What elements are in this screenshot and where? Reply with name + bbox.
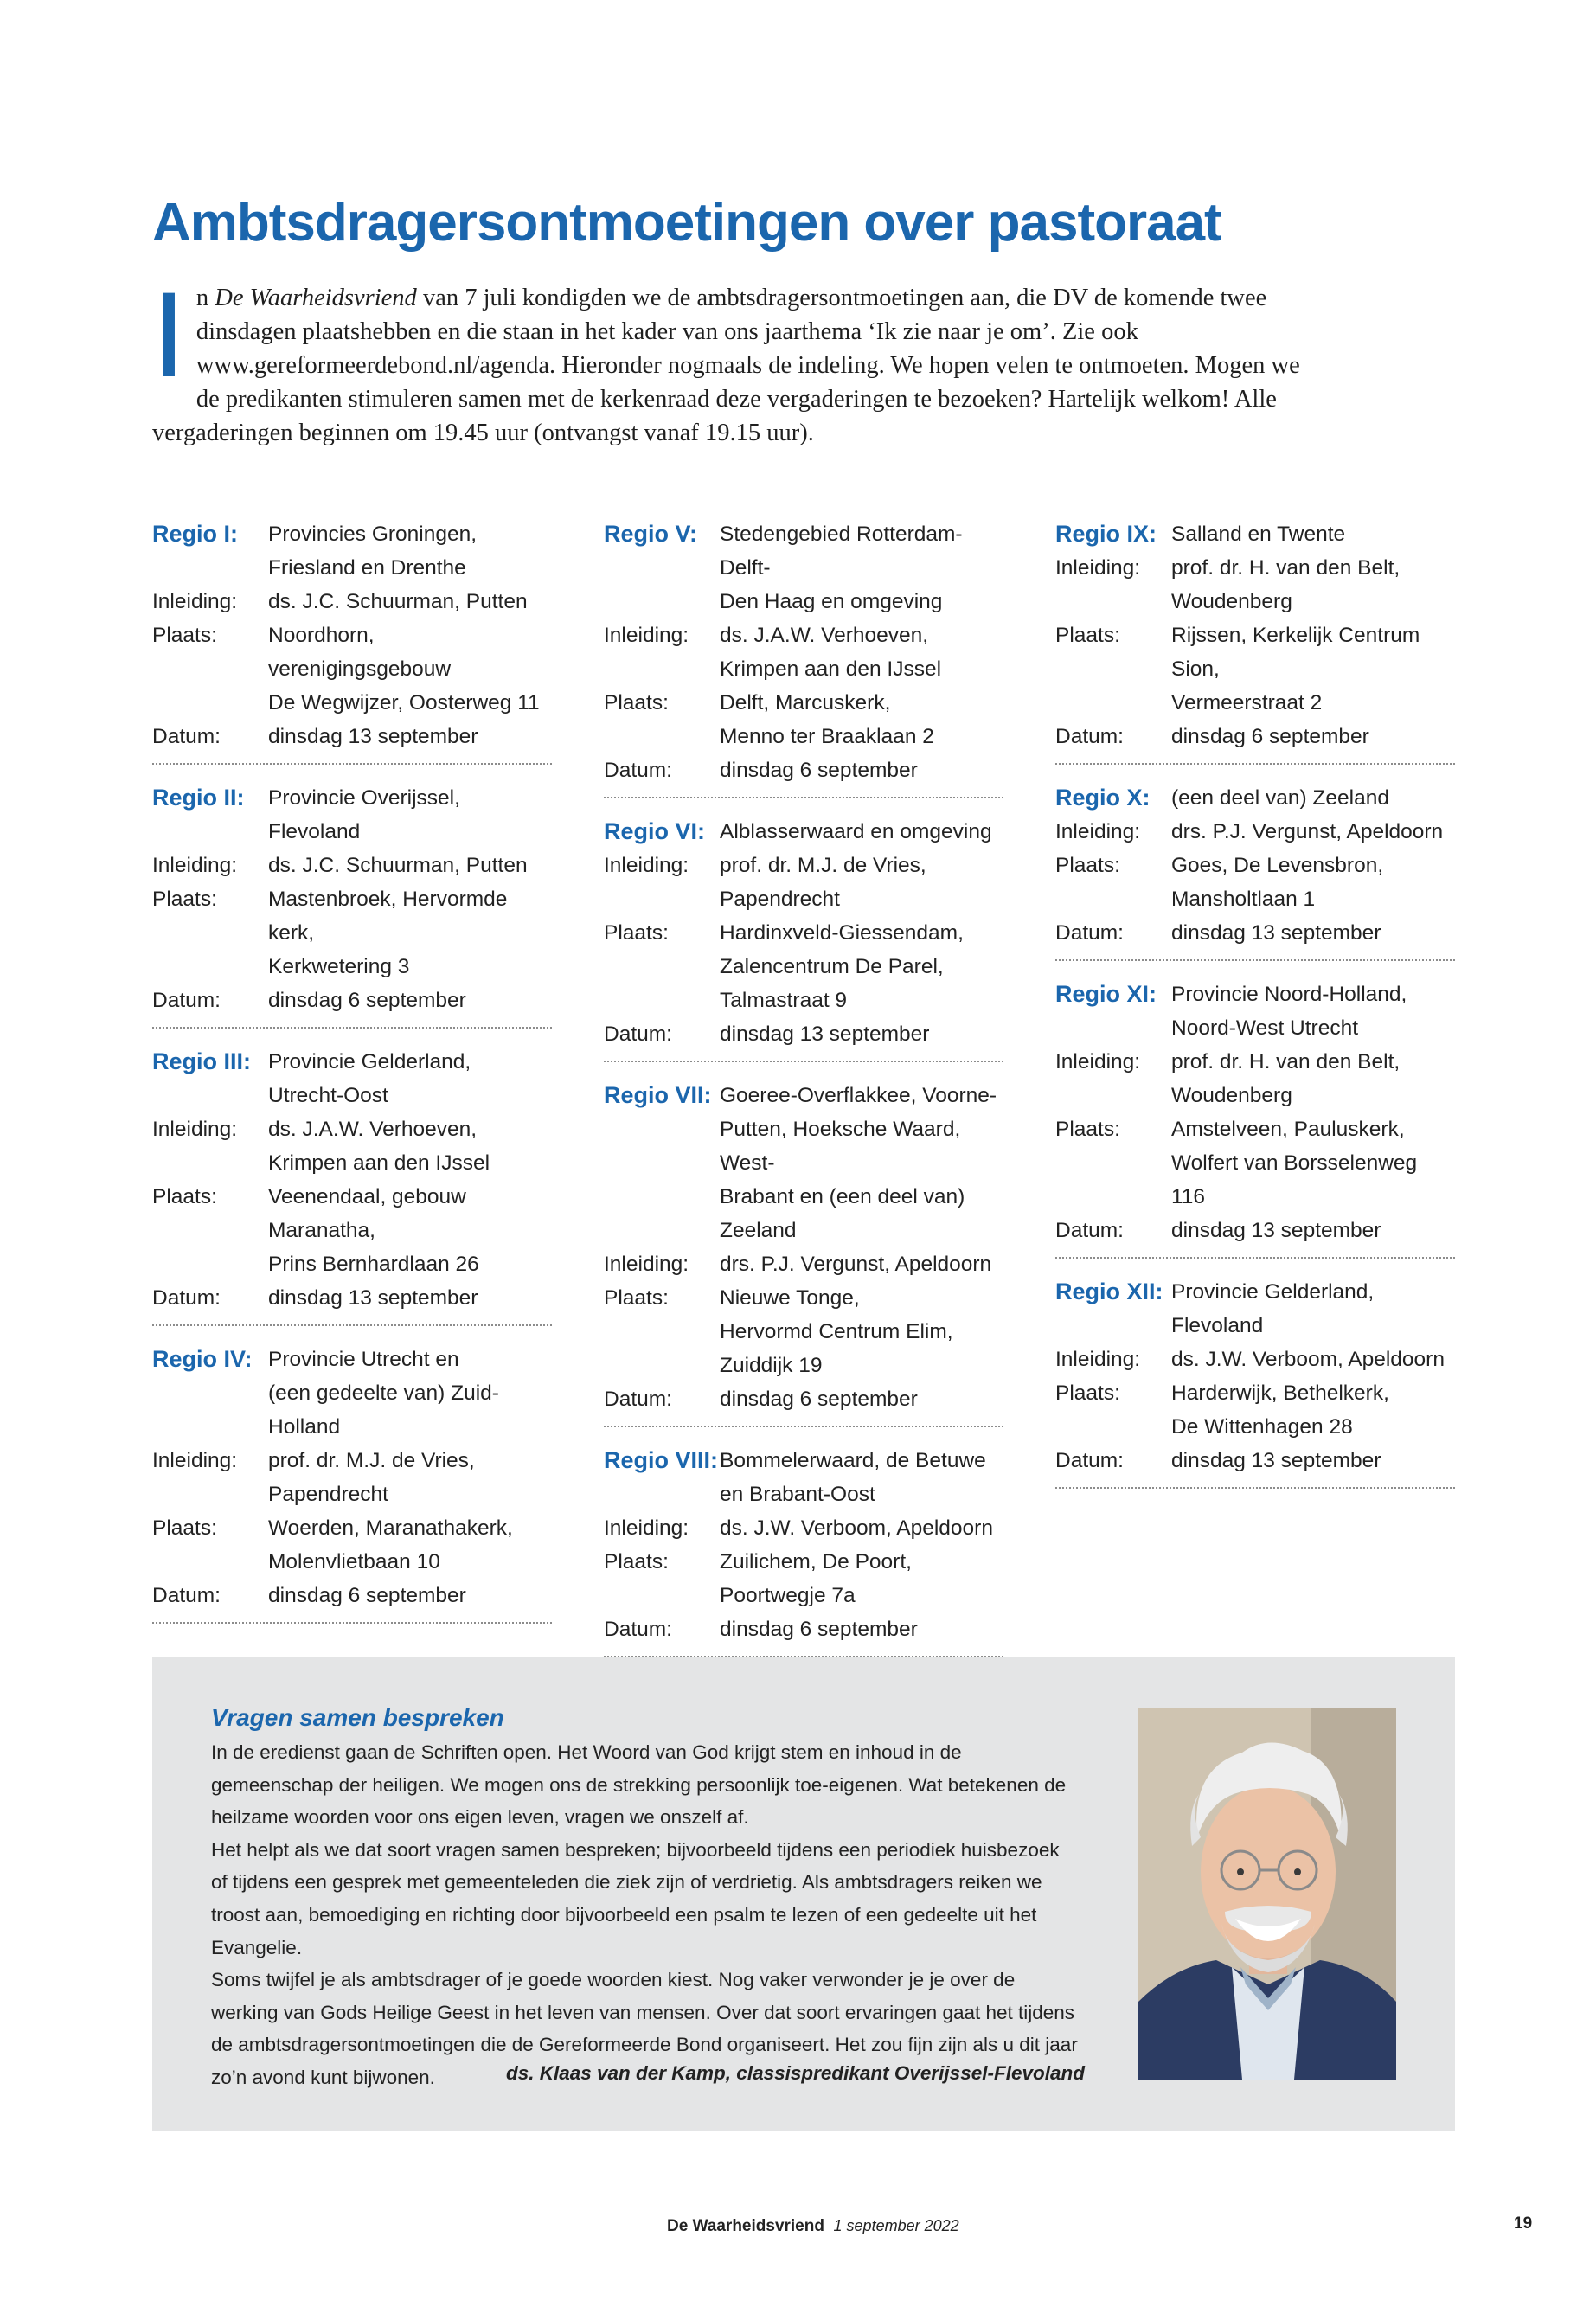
region-name: Regio XI: bbox=[1055, 981, 1157, 1007]
region-name: Regio V: bbox=[604, 521, 698, 547]
schedule-column-3 bbox=[1055, 517, 1455, 1505]
datum-label: Datum: bbox=[152, 1286, 221, 1310]
plaats-value: Delft, Marcuskerk, Menno ter Braaklaan 2 bbox=[720, 691, 934, 748]
plaats-value: Goes, De Levensbron, Mansholtlaan 1 bbox=[1171, 854, 1384, 911]
plaats-value: Nieuwe Tonge, Hervormd Centrum Elim, Zuiddijk 19 bbox=[720, 1286, 953, 1377]
quote-box bbox=[152, 1657, 1455, 2131]
region-area: Provincie Gelderland, Utrecht-Oost bbox=[268, 1050, 471, 1107]
plaats-label: Plaats: bbox=[1055, 1381, 1120, 1405]
footer bbox=[667, 2214, 959, 2238]
page-number: 19 bbox=[1514, 2214, 1533, 2233]
inleiding-value: prof. dr. H. van den Belt, Woudenberg bbox=[1171, 1050, 1401, 1107]
region-block bbox=[1055, 517, 1455, 765]
plaats-label: Plaats: bbox=[604, 921, 669, 945]
box-paragraph: Soms twijfel je als ambtsdrager of je goede woorden kiest. Nog vaker verwonder je je over de werking van Gods Heilige Geest in het leven van mensen. Over dat soort ervaringen gaat het tijdens de ambtsdragersontmoetingen die de Gereformeerde Bond organiseert. Het zou fijn zijn als u dit jaar zo’n avond kunt bijwonen. bbox=[211, 1969, 1078, 2088]
plaats-label: Plaats: bbox=[1055, 854, 1120, 877]
inleiding-label: Inleiding: bbox=[604, 624, 689, 647]
intro-paragraph: In De Waarheidsvriend van 7 juli kondigden we de ambtsdragersontmoetingen aan, die DV de komende twee dinsdagen plaatshebben en die staan in het kader van ons jaarthema ‘Ik zie naar je om’. Zie ook www.gereformeerdebond.nl/agenda. Hieronder nogmaals de indeling. We hopen velen te ontmoeten. Mogen we de predikanten stimuleren samen met de kerkenraad deze vergaderingen te bezoeken? Hartelijk welkom! Alle vergaderingen beginnen om 19.45 uur (ontvangst vanaf 19.15 uur). bbox=[152, 266, 1300, 446]
region-block bbox=[152, 1045, 552, 1326]
inleiding-value: ds. J.A.W. Verhoeven, Krimpen aan den IJssel bbox=[720, 624, 942, 681]
datum-value: dinsdag 6 september bbox=[268, 1584, 466, 1607]
region-name: Regio IX: bbox=[1055, 521, 1157, 547]
plaats-value: Veenendaal, gebouw Maranatha, Prins Bernhardlaan 26 bbox=[268, 1185, 479, 1276]
region-block bbox=[604, 517, 1003, 798]
region-area: Provincie Gelderland, Flevoland bbox=[1171, 1280, 1375, 1337]
datum-value: dinsdag 13 september bbox=[268, 725, 478, 748]
inleiding-value: prof. dr. H. van den Belt, Woudenberg bbox=[1171, 556, 1401, 613]
schedule-column-1 bbox=[152, 517, 552, 1640]
inleiding-label: Inleiding: bbox=[604, 1516, 689, 1540]
datum-value: dinsdag 6 september bbox=[720, 1388, 918, 1411]
plaats-label: Plaats: bbox=[152, 888, 217, 911]
datum-label: Datum: bbox=[604, 1022, 672, 1046]
region-name: Regio X: bbox=[1055, 785, 1151, 811]
region-block bbox=[152, 517, 552, 765]
datum-value: dinsdag 6 september bbox=[720, 1618, 918, 1641]
inleiding-label: Inleiding: bbox=[152, 854, 238, 877]
region-name: Regio II: bbox=[152, 785, 245, 811]
plaats-value: Rijssen, Kerkelijk Centrum Sion, Vermeerstraat 2 bbox=[1171, 624, 1420, 715]
region-area: Provincies Groningen, Friesland en Drenthe bbox=[268, 522, 478, 580]
region-area: Bommelerwaard, de Betuwe en Brabant-Oost bbox=[720, 1449, 986, 1506]
region-name: Regio III: bbox=[152, 1048, 251, 1074]
inleiding-label: Inleiding: bbox=[1055, 820, 1141, 843]
inleiding-label: Inleiding: bbox=[152, 590, 238, 613]
inleiding-value: prof. dr. M.J. de Vries, Papendrecht bbox=[268, 1449, 475, 1506]
datum-value: dinsdag 6 september bbox=[1171, 725, 1369, 748]
region-block bbox=[152, 781, 552, 1029]
magazine-name: De Waarheidsvriend bbox=[215, 285, 417, 311]
region-block bbox=[1055, 977, 1455, 1259]
box-paragraph: In de eredienst gaan de Schriften open. Het Woord van God krijgt stem en inhoud in de gemeenschap der heiligen. We mogen ons de strekking persoonlijk toe-eigenen. Wat betekenen de heilzame woorden voor ons eigen leven, vragen we onszelf af. bbox=[211, 1741, 1067, 1829]
datum-value: dinsdag 13 september bbox=[268, 1286, 478, 1310]
region-area: Provincie Noord-Holland, Noord-West Utrecht bbox=[1171, 983, 1407, 1040]
datum-value: dinsdag 13 september bbox=[1171, 1449, 1381, 1472]
plaats-label: Plaats: bbox=[152, 1516, 217, 1540]
datum-label: Datum: bbox=[152, 989, 221, 1012]
region-area: Salland en Twente bbox=[1171, 522, 1346, 546]
datum-label: Datum: bbox=[152, 725, 221, 748]
inleiding-label: Inleiding: bbox=[1055, 556, 1141, 580]
region-area: Stedengebied Rotterdam-Delft- Den Haag en omgeving bbox=[720, 522, 963, 613]
plaats-label: Plaats: bbox=[604, 691, 669, 715]
plaats-value: Harderwijk, Bethelkerk, De Wittenhagen 28 bbox=[1171, 1381, 1389, 1439]
region-area: Provincie Overijssel, Flevoland bbox=[268, 786, 460, 843]
region-area: Goeree-Overflakkee, Voorne- Putten, Hoeksche Waard, West- Brabant en (een deel van) Zeeland bbox=[720, 1084, 997, 1242]
region-block bbox=[604, 1444, 1003, 1657]
portrait-illustration bbox=[1138, 1708, 1396, 2080]
inleiding-value: ds. J.W. Verboom, Apeldoorn bbox=[720, 1516, 993, 1540]
datum-label: Datum: bbox=[1055, 1219, 1124, 1242]
datum-label: Datum: bbox=[604, 759, 672, 782]
inleiding-value: drs. P.J. Vergunst, Apeldoorn bbox=[720, 1253, 992, 1276]
inleiding-label: Inleiding: bbox=[1055, 1348, 1141, 1371]
datum-value: dinsdag 13 september bbox=[720, 1022, 930, 1046]
inleiding-value: ds. J.W. Verboom, Apeldoorn bbox=[1171, 1348, 1445, 1371]
footer-date: 1 september 2022 bbox=[833, 2217, 959, 2234]
region-name: Regio VII: bbox=[604, 1082, 712, 1108]
plaats-value: Noordhorn, verenigingsgebouw De Wegwijzer, Oosterweg 11 bbox=[268, 624, 540, 715]
region-block bbox=[1055, 1275, 1455, 1489]
plaats-label: Plaats: bbox=[604, 1286, 669, 1310]
plaats-value: Zuilichem, De Poort, Poortwegje 7a bbox=[720, 1550, 912, 1607]
datum-value: dinsdag 13 september bbox=[1171, 1219, 1381, 1242]
inleiding-value: ds. J.C. Schuurman, Putten bbox=[268, 854, 528, 877]
region-block bbox=[1055, 781, 1455, 961]
datum-label: Datum: bbox=[604, 1388, 672, 1411]
plaats-value: Hardinxveld-Giessendam, Zalencentrum De Parel, Talmastraat 9 bbox=[720, 921, 964, 1012]
plaats-label: Plaats: bbox=[604, 1550, 669, 1574]
datum-label: Datum: bbox=[604, 1618, 672, 1641]
inleiding-label: Inleiding: bbox=[604, 854, 689, 877]
datum-value: dinsdag 6 september bbox=[720, 759, 918, 782]
region-block bbox=[604, 1079, 1003, 1427]
plaats-value: Mastenbroek, Hervormde kerk, Kerkwetering 3 bbox=[268, 888, 508, 978]
region-name: Regio XII: bbox=[1055, 1279, 1163, 1304]
drop-cap: I bbox=[152, 266, 186, 402]
inleiding-value: drs. P.J. Vergunst, Apeldoorn bbox=[1171, 820, 1444, 843]
inleiding-label: Inleiding: bbox=[152, 1449, 238, 1472]
plaats-value: Amstelveen, Pauluskerk, Wolfert van Borsselenweg 116 bbox=[1171, 1118, 1418, 1208]
box-body bbox=[211, 1736, 1078, 2094]
inleiding-value: ds. J.A.W. Verhoeven, Krimpen aan den IJssel bbox=[268, 1118, 490, 1175]
region-name: Regio IV: bbox=[152, 1346, 253, 1372]
region-block bbox=[152, 1343, 552, 1624]
region-name: Regio VIII: bbox=[604, 1447, 719, 1473]
plaats-label: Plaats: bbox=[1055, 1118, 1120, 1141]
region-block bbox=[604, 815, 1003, 1062]
region-area: (een deel van) Zeeland bbox=[1171, 786, 1389, 810]
inleiding-label: Inleiding: bbox=[1055, 1050, 1141, 1074]
plaats-label: Plaats: bbox=[1055, 624, 1120, 647]
datum-label: Datum: bbox=[1055, 1449, 1124, 1472]
schedule-column-2 bbox=[604, 517, 1003, 1674]
box-heading: Vragen samen bespreken bbox=[211, 1704, 504, 1731]
page-title: Ambtsdragersontmoetingen over pastoraat bbox=[152, 193, 1221, 253]
region-name: Regio VI: bbox=[604, 818, 706, 844]
region-area: Alblasserwaard en omgeving bbox=[720, 820, 992, 843]
datum-value: dinsdag 6 september bbox=[268, 989, 466, 1012]
inleiding-label: Inleiding: bbox=[152, 1118, 238, 1141]
plaats-label: Plaats: bbox=[152, 1185, 217, 1208]
inleiding-label: Inleiding: bbox=[604, 1253, 689, 1276]
datum-label: Datum: bbox=[152, 1584, 221, 1607]
portrait-photo bbox=[1138, 1708, 1396, 2080]
box-paragraph: Het helpt als we dat soort vragen samen bespreken; bijvoorbeeld tijdens een periodiek huisbezoek of tijdens een gesprek met gemeenteleden die ziek zijn of verdrietig. Als ambtsdragers reiken we troost aan, bemoediging en richting door bijvoorbeeld een psalm te lezen of een gedeelte uit het Evangelie. bbox=[211, 1838, 1060, 1958]
box-signature: ds. Klaas van der Kamp, classispredikant Overijssel-Flevoland bbox=[505, 2062, 1085, 2084]
datum-label: Datum: bbox=[1055, 725, 1124, 748]
datum-value: dinsdag 13 september bbox=[1171, 921, 1381, 945]
inleiding-value: ds. J.C. Schuurman, Putten bbox=[268, 590, 528, 613]
region-area: Provincie Utrecht en (een gedeelte van) Zuid-Holland bbox=[268, 1348, 499, 1439]
inleiding-value: prof. dr. M.J. de Vries, Papendrecht bbox=[720, 854, 926, 911]
plaats-value: Woerden, Maranathakerk, Molenvlietbaan 10 bbox=[268, 1516, 513, 1574]
footer-magazine: De Waarheidsvriend bbox=[667, 2217, 824, 2235]
region-name: Regio I: bbox=[152, 521, 238, 547]
plaats-label: Plaats: bbox=[152, 624, 217, 647]
datum-label: Datum: bbox=[1055, 921, 1124, 945]
